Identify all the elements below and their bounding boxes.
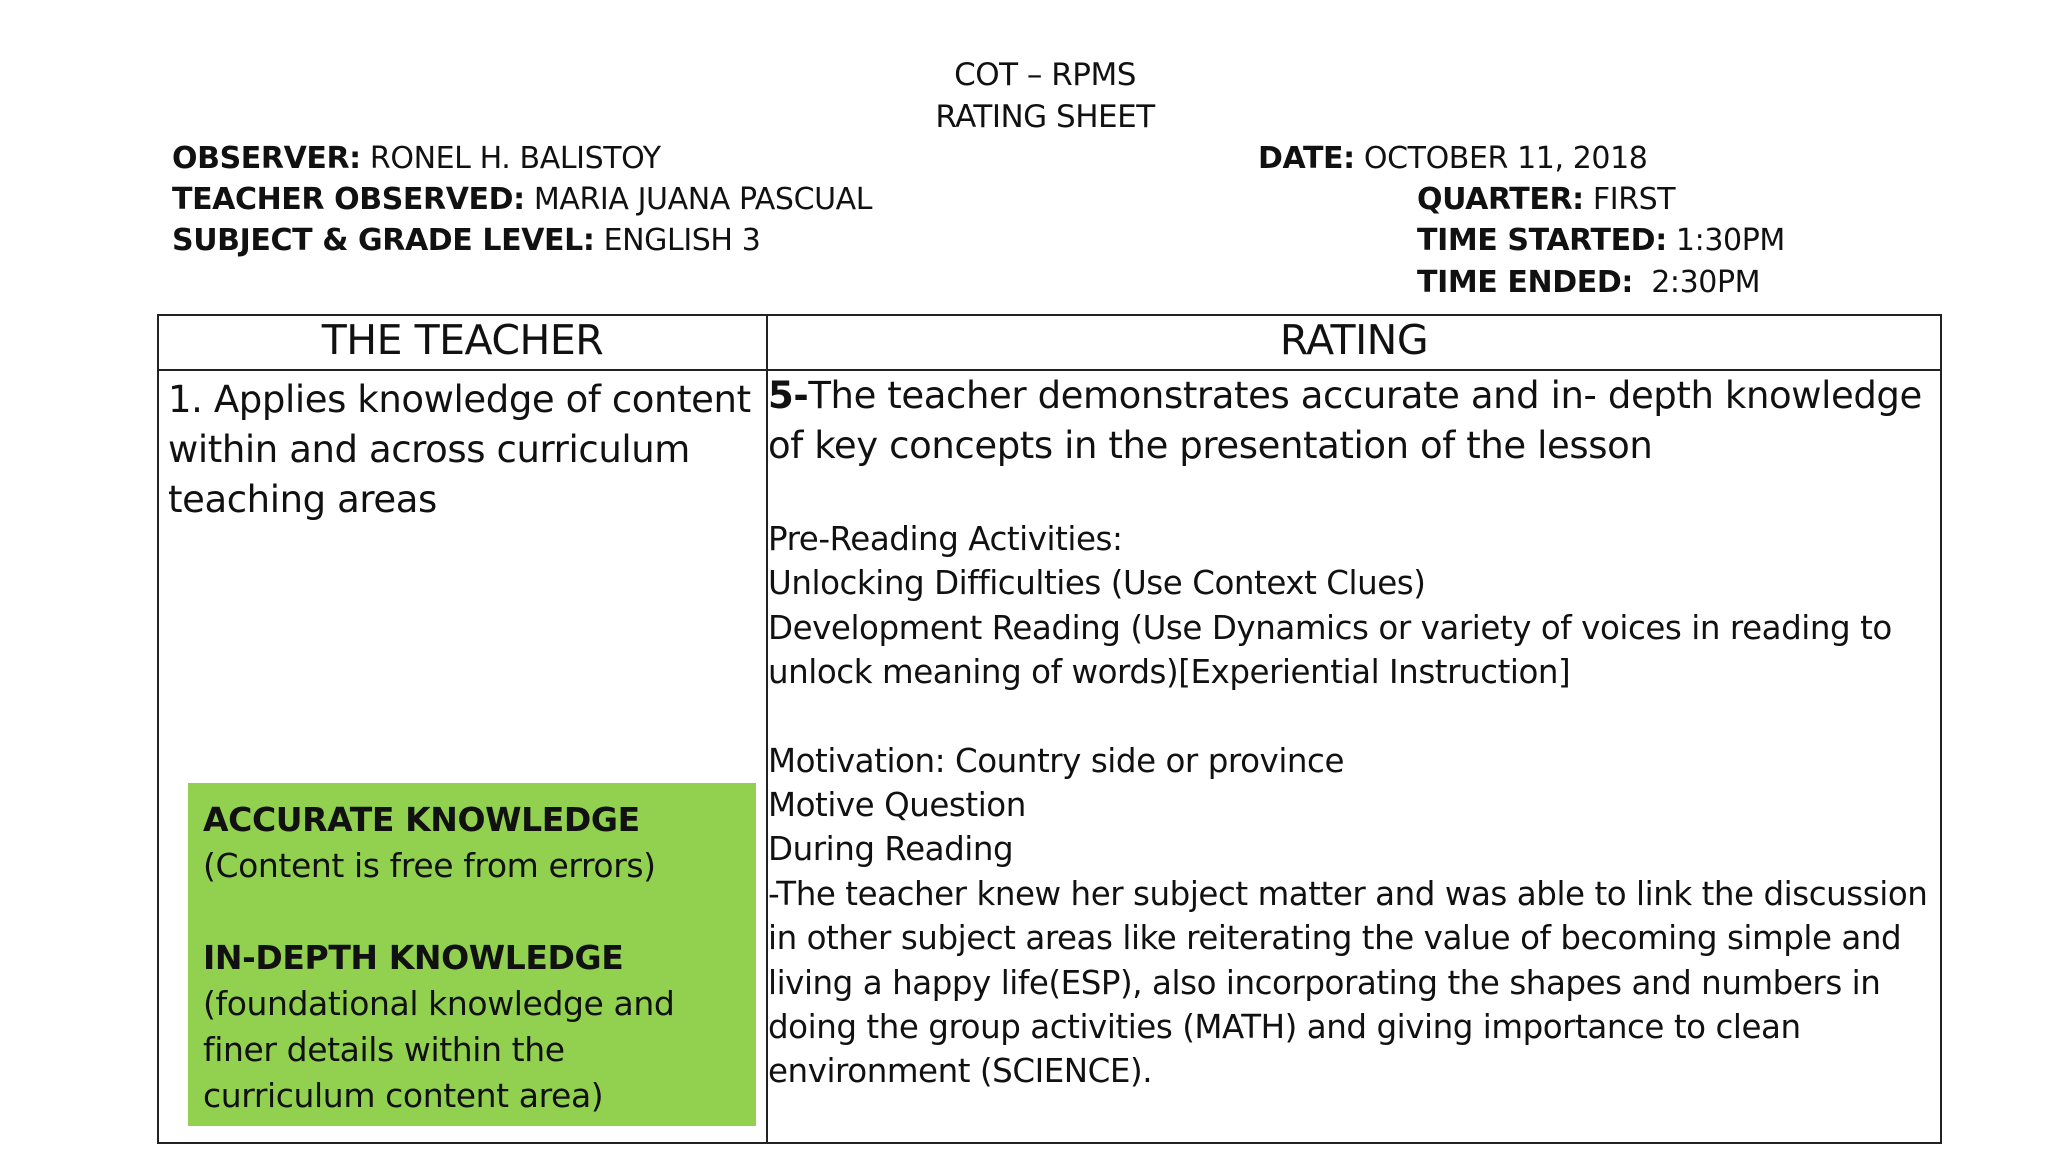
note-pre-reading: Pre-Reading Activities: (768, 520, 1123, 558)
accurate-knowledge-term: ACCURATE KNOWLEDGE (203, 800, 640, 839)
quarter-value: FIRST (1583, 182, 1676, 217)
subject-grade-value: ENGLISH 3 (594, 223, 761, 258)
indicator-text: 1. Applies knowledge of content within and across curriculum teaching areas (168, 378, 751, 521)
document-title-line1: COT – RPMS (954, 57, 1136, 93)
table-row (158, 370, 1941, 1143)
rating-cell (767, 370, 1941, 1143)
definitions-callout (188, 783, 756, 1126)
rating-description: The teacher demonstrates accurate and in- depth knowledge of key concepts in the presentation of the lesson (768, 374, 1922, 467)
time-started-row (1417, 220, 1785, 261)
subject-grade-row (172, 220, 760, 261)
accurate-knowledge-desc: (Content is free from errors) (203, 846, 656, 885)
quarter-label: QUARTER: (1417, 182, 1584, 217)
accurate-knowledge-definition (203, 797, 746, 889)
rating-score: 5- (768, 374, 809, 417)
column-header-teacher: THE TEACHER (158, 315, 767, 370)
date-row (1258, 138, 1648, 179)
teacher-indicator-cell (158, 370, 767, 1143)
date-label: DATE: (1258, 141, 1355, 176)
note-development-reading: Development Reading (Use Dynamics or variety of voices in reading to unlock meaning of words)[Experiential Instruction] (768, 608, 1892, 692)
table-header-row (158, 315, 1941, 370)
date-value: OCTOBER 11, 2018 (1354, 141, 1648, 176)
rating-table (157, 314, 1942, 1144)
time-ended-value: 2:30PM (1632, 265, 1761, 300)
column-header-rating: RATING (767, 315, 1941, 370)
observer-value: RONEL H. BALISTOY (360, 141, 661, 176)
observer-row (172, 138, 661, 179)
document-title-line2: RATING SHEET (935, 99, 1155, 135)
subject-grade-label: SUBJECT & GRADE LEVEL: (172, 223, 595, 258)
observer-label: OBSERVER: (172, 141, 361, 176)
indepth-knowledge-desc: (foundational knowledge and finer details within the curriculum content area) (203, 984, 675, 1115)
time-ended-row (1417, 262, 1760, 303)
quarter-row (1417, 179, 1675, 220)
time-ended-label: TIME ENDED: (1417, 265, 1633, 300)
note-during-reading: During Reading (768, 830, 1014, 869)
note-unlocking-difficulties: Unlocking Difficulties (Use Context Clues) (768, 564, 1426, 603)
note-motivation: Motivation: Country side or province (768, 741, 1345, 780)
teacher-observed-value: MARIA JUANA PASCUAL (524, 182, 873, 217)
teacher-observed-row (172, 179, 872, 220)
indepth-knowledge-term: IN-DEPTH KNOWLEDGE (203, 938, 624, 977)
time-started-value: 1:30PM (1666, 223, 1785, 258)
teacher-observed-label: TEACHER OBSERVED: (172, 182, 525, 217)
indepth-knowledge-definition (203, 935, 746, 1119)
rating-statement (768, 371, 1940, 471)
note-observation-paragraph: -The teacher knew her subject matter and was able to link the discussion in other subject areas like reiterating the value of becoming simple and living a happy life(ESP), also incorporating the shapes and numbers in doing the group activities (MATH) and giving importance to clean environment (SCIENCE). (768, 874, 1928, 1091)
time-started-label: TIME STARTED: (1417, 223, 1667, 258)
note-motive-question: Motive Question (768, 786, 1026, 825)
